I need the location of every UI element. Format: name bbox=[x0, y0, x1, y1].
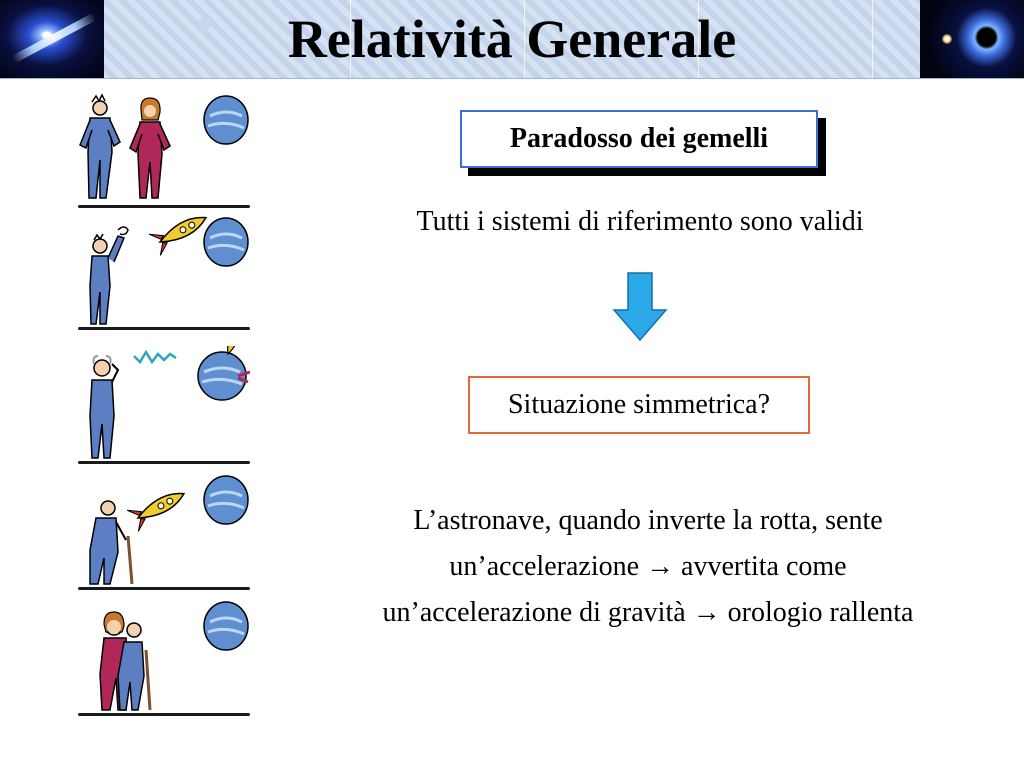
conclusion-line: L’astronave, quando inverte la rotta, sente bbox=[413, 505, 883, 536]
rocket-icon bbox=[149, 212, 211, 255]
galaxy-image bbox=[0, 0, 104, 78]
black-hole-image bbox=[920, 0, 1024, 78]
twins-panel-4 bbox=[78, 472, 250, 590]
reunited-twins-illustration bbox=[78, 598, 250, 716]
page-title: Relatività Generale bbox=[287, 9, 737, 69]
phone-twin-illustration bbox=[78, 346, 250, 464]
twins-panel-5 bbox=[78, 598, 250, 716]
twins-panel-1 bbox=[78, 90, 250, 208]
ground-line bbox=[78, 327, 250, 330]
slide-header bbox=[0, 0, 1024, 79]
star-icon bbox=[942, 34, 952, 44]
conclusion-paragraph bbox=[316, 498, 980, 636]
rocket-icon bbox=[127, 483, 189, 531]
twin-paradox-title: Paradosso dei gemelli bbox=[460, 110, 818, 168]
ground-line bbox=[78, 587, 250, 590]
twins-panel-2 bbox=[78, 212, 250, 330]
ground-line bbox=[78, 713, 250, 716]
aged-twin-illustration bbox=[78, 472, 250, 590]
reference-frames-statement: Tutti i sistemi di riferimento sono validi bbox=[416, 206, 864, 237]
ground-line bbox=[78, 205, 250, 208]
galaxy-jet bbox=[12, 13, 97, 63]
twins-illustration bbox=[78, 90, 250, 208]
ground-line bbox=[78, 461, 250, 464]
twins-panel-3 bbox=[78, 346, 250, 464]
waving-twin-illustration bbox=[78, 212, 250, 330]
conclusion-line: un’accelerazione di gravità → orologio rallenta bbox=[382, 597, 914, 628]
symmetry-question: Situazione simmetrica? bbox=[468, 376, 810, 434]
down-arrow-icon bbox=[612, 272, 668, 342]
conclusion-line: un’accelerazione → avvertita come bbox=[449, 551, 847, 582]
